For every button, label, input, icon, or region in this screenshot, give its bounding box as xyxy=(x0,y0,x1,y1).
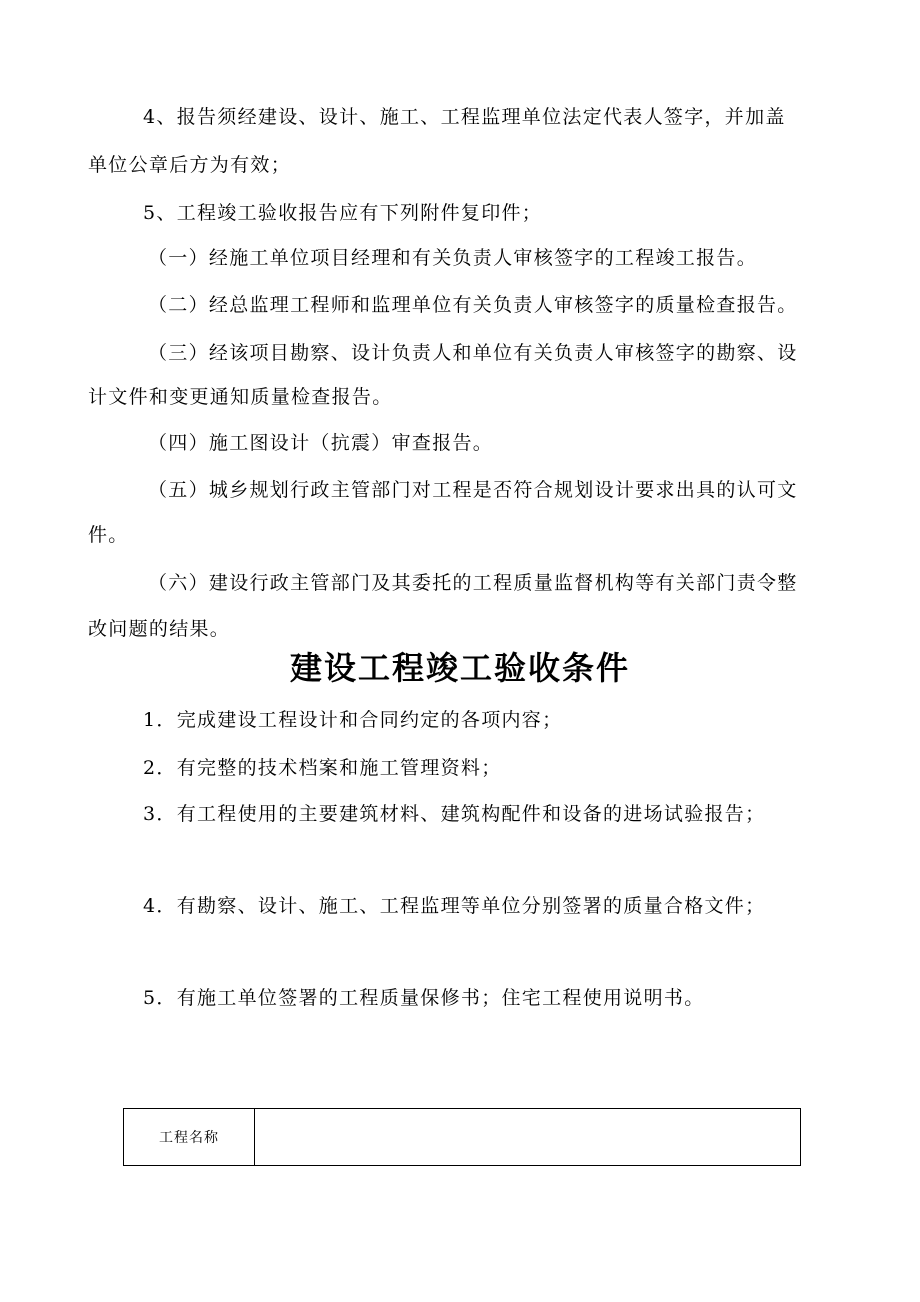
condition-item: 5．有施工单位签署的工程质量保修书；住宅工程使用说明书。 xyxy=(143,987,705,1009)
project-name-label: 工程名称 xyxy=(124,1109,255,1166)
condition-item: 2．有完整的技术档案和施工管理资料； xyxy=(143,757,502,779)
section-title: 建设工程竣工验收条件 xyxy=(289,649,630,687)
paragraph-line: （六）建设行政主管部门及其委托的工程质量监督机构等有关部门责令整 xyxy=(148,572,798,594)
table-row xyxy=(124,1109,801,1166)
project-name-value[interactable] xyxy=(255,1109,801,1166)
paragraph-line: （三）经该项目勘察、设计负责人和单位有关负责人审核签字的勘察、设 xyxy=(148,342,798,364)
paragraph-line: （五）城乡规划行政主管部门对工程是否符合规划设计要求出具的认可文 xyxy=(148,479,798,501)
project-info-table xyxy=(123,1108,801,1166)
paragraph-line: （二）经总监理工程师和监理单位有关负责人审核签字的质量检查报告。 xyxy=(148,294,798,316)
paragraph-line: 4、报告须经建设、设计、施工、工程监理单位法定代表人签字，并加盖 xyxy=(143,106,786,128)
condition-item: 1．完成建设工程设计和合同约定的各项内容； xyxy=(143,709,563,731)
condition-item: 4．有勘察、设计、施工、工程监理等单位分别签署的质量合格文件； xyxy=(143,895,766,917)
paragraph-line: （四）施工图设计（抗震）审查报告。 xyxy=(148,432,494,454)
paragraph-line: 单位公章后方为有效； xyxy=(88,154,292,176)
paragraph-line: （一）经施工单位项目经理和有关负责人审核签字的工程竣工报告。 xyxy=(148,247,758,269)
paragraph-line: 改问题的结果。 xyxy=(88,618,231,640)
paragraph-line: 5、工程竣工验收报告应有下列附件复印件； xyxy=(143,202,543,224)
paragraph-line: 件。 xyxy=(88,524,129,546)
condition-item: 3．有工程使用的主要建筑材料、建筑构配件和设备的进场试验报告； xyxy=(143,803,766,825)
paragraph-line: 计文件和变更通知质量检查报告。 xyxy=(88,386,393,408)
